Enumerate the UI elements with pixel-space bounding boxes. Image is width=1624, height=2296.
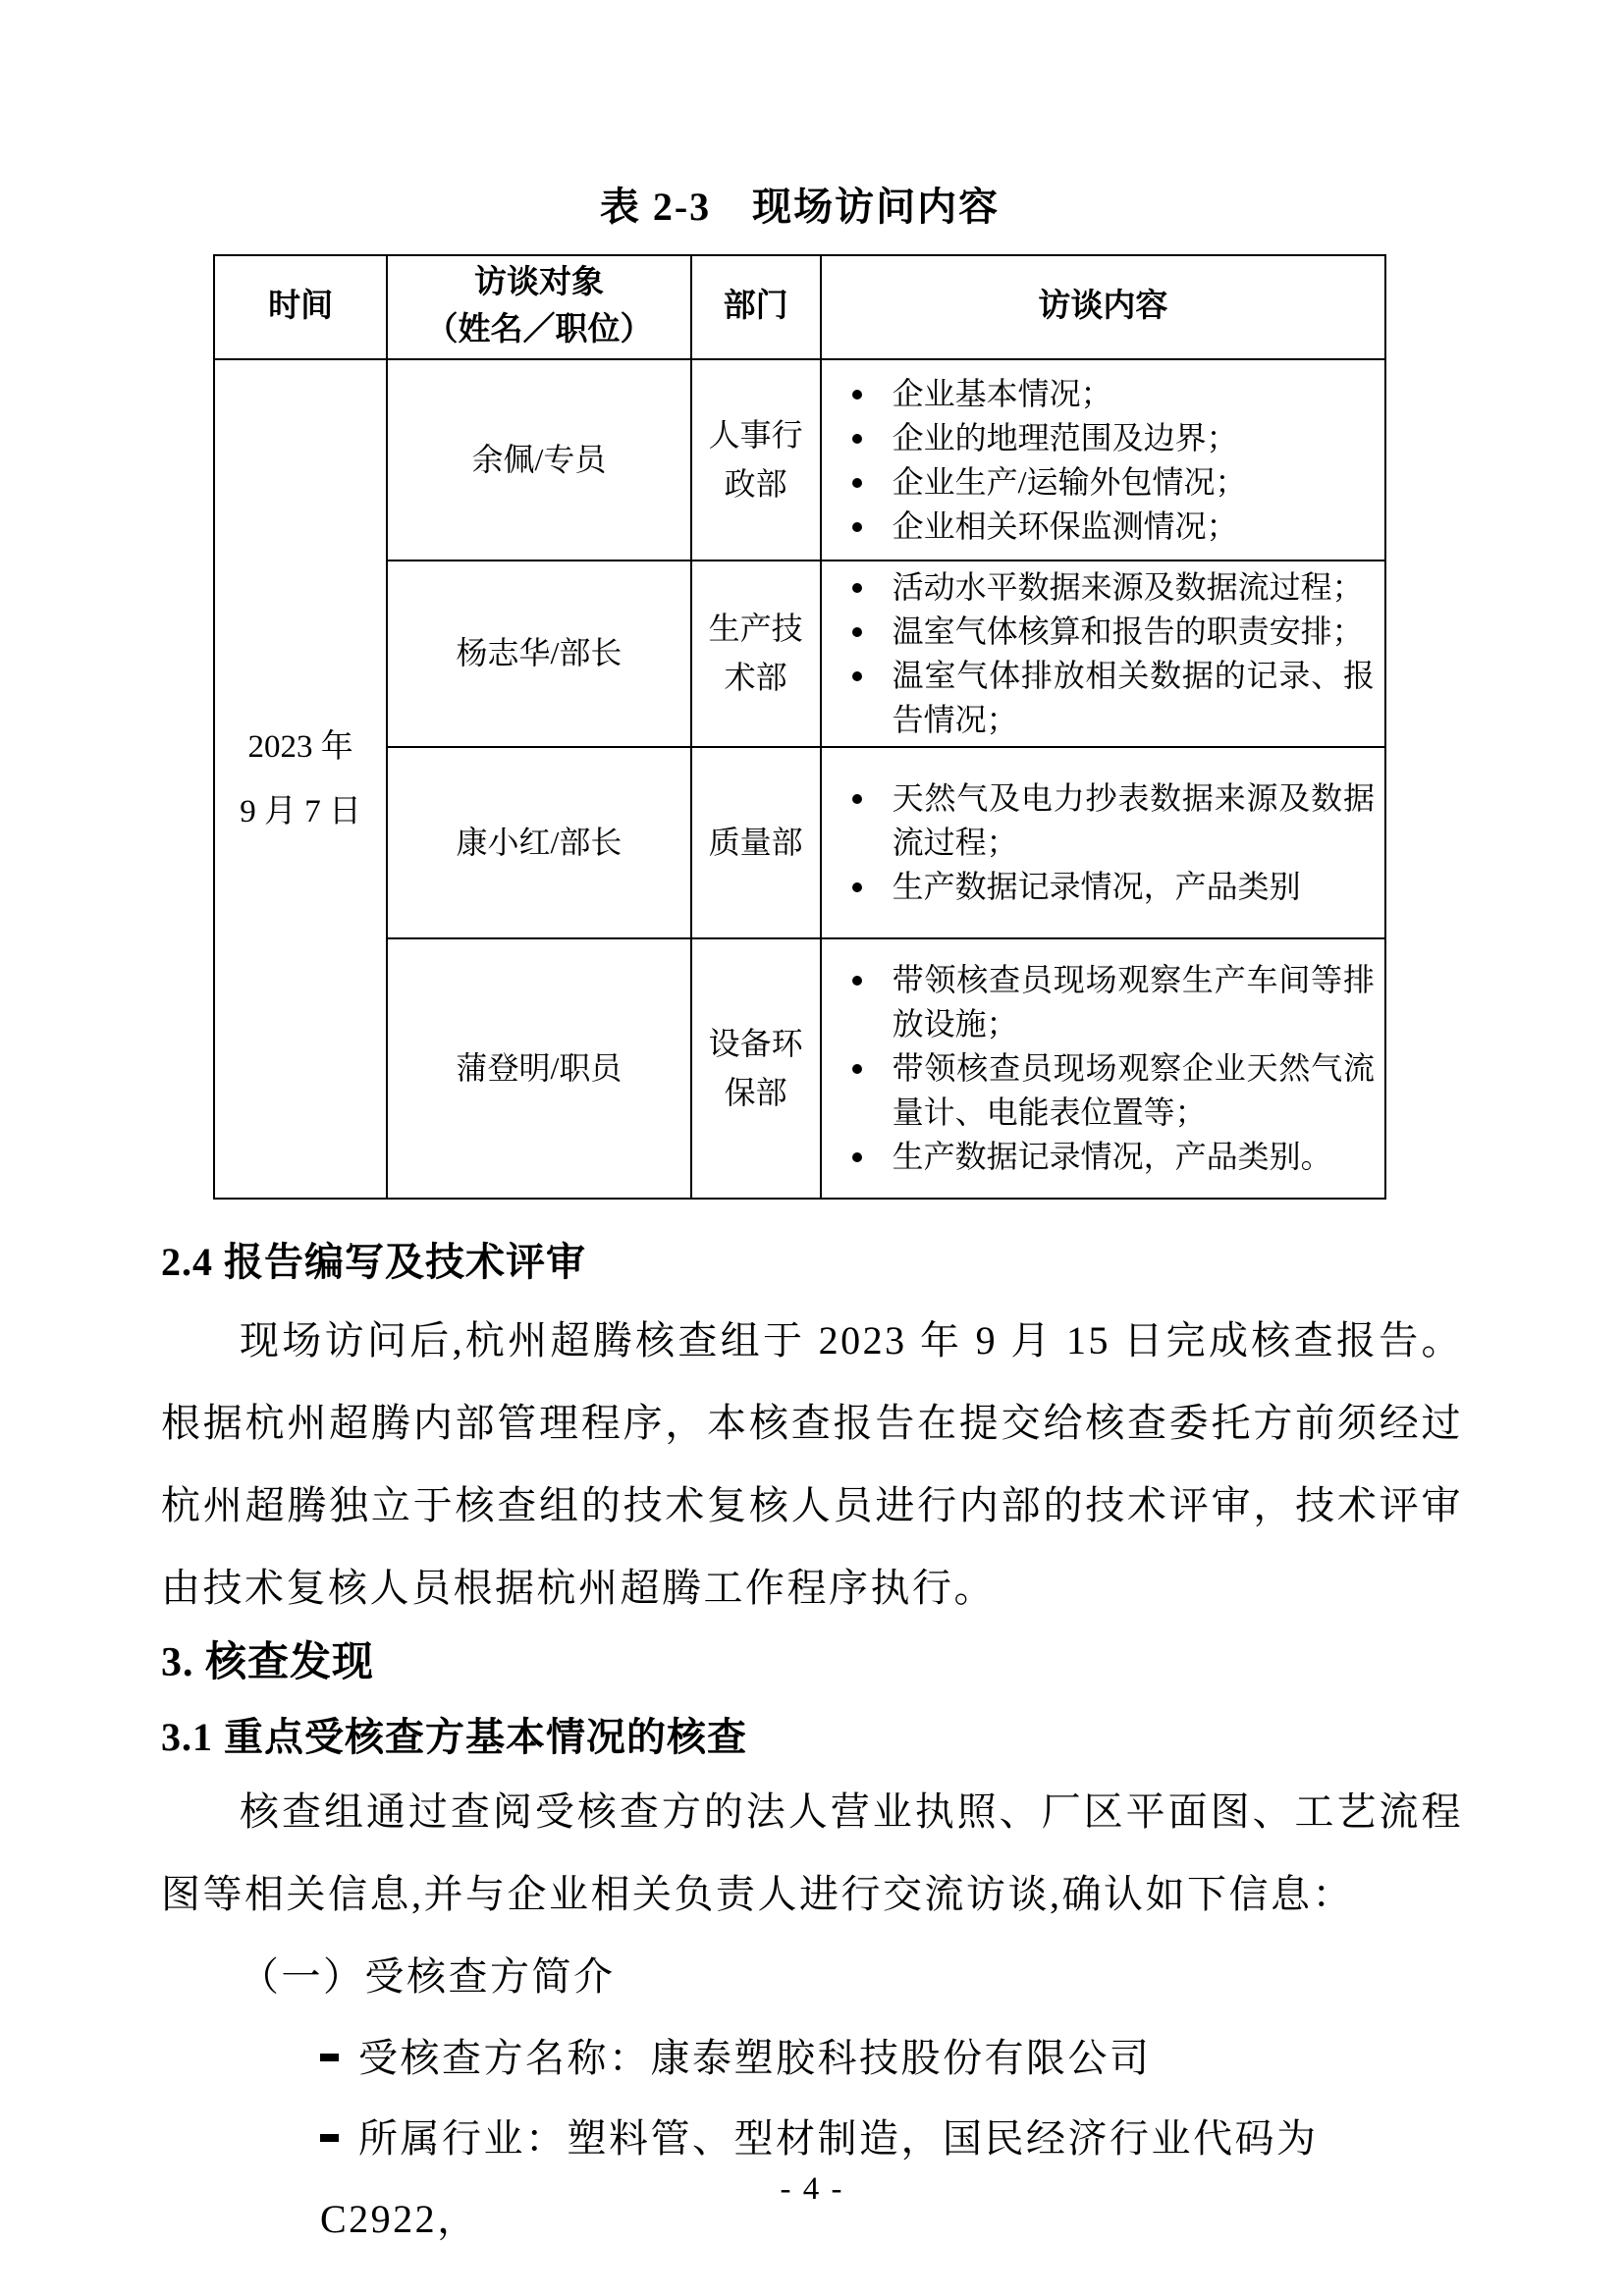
bullet-icon: [822, 565, 893, 610]
table-header-row: [214, 255, 1385, 359]
topic-text: 生产数据记录情况，产品类别: [892, 869, 1301, 904]
topic-item: [822, 416, 1375, 460]
subsection-title: （一）受核查方简介: [240, 1954, 616, 1999]
header-department: 部门: [691, 255, 821, 359]
bullet-icon: [822, 958, 893, 1046]
topic-text: 企业相关环保监测情况；: [892, 507, 1238, 544]
interviewee-cell: 康小红/部长: [387, 747, 690, 938]
dash-bullet-icon: [320, 2134, 339, 2142]
topics-cell: [821, 359, 1385, 561]
dash-item-text: 所属行业：塑料管、型材制造，国民经济行业代码为 C2922，: [320, 2116, 1319, 2241]
section-heading-3-1: 3.1 重点受核查方基本情况的核查: [161, 1715, 747, 1759]
department-cell: 设备环 保部: [691, 938, 821, 1199]
bullet-icon: [822, 654, 893, 742]
dash-item-list: [161, 2018, 1463, 2260]
bullet-icon: [822, 865, 893, 909]
table-row: [214, 561, 1385, 747]
topic-text: 生产数据记录情况，产品类别。: [892, 1139, 1332, 1174]
table-row: [214, 747, 1385, 938]
topic-text: 企业基本情况；: [892, 375, 1112, 411]
topic-item: [822, 958, 1375, 1046]
topic-text: 天然气及电力抄表数据来源及数据流过程；: [892, 780, 1375, 860]
bullet-icon: [822, 1135, 893, 1179]
department-cell: 生产技 术部: [691, 561, 821, 747]
topic-item: [822, 776, 1375, 865]
topic-item: [822, 460, 1375, 505]
header-time: 时间: [214, 255, 387, 359]
topic-text: 温室气体排放相关数据的记录、报告情况；: [892, 658, 1375, 737]
topic-text: 企业生产/运输外包情况；: [892, 463, 1247, 500]
visit-table-body: [214, 359, 1385, 1199]
topic-item: [822, 1046, 1375, 1135]
topic-item: [822, 865, 1375, 909]
interviewee-cell: 杨志华/部长: [387, 561, 690, 747]
header-content: 访谈内容: [821, 255, 1385, 359]
topic-item: [822, 372, 1375, 416]
topic-item: [822, 1135, 1375, 1179]
bullet-icon: [822, 1046, 893, 1135]
bullet-icon: [822, 416, 893, 460]
bullet-icon: [822, 610, 893, 654]
interviewee-cell: 蒲登明/职员: [387, 938, 690, 1199]
topic-text: 企业的地理范围及边界；: [892, 419, 1238, 455]
topics-cell: [821, 938, 1385, 1199]
bullet-icon: [822, 460, 893, 505]
section-2-4-paragraph: 现场访问后,杭州超腾核查组于 2023 年 9 月 15 日完成核查报告。根据杭州超腾内部管理程序，本核查报告在提交给核查委托方前须经过杭州超腾独立于核查组的技术复核人员进行内部的技术评审，技术评审由技术复核人员根据杭州超腾工作程序执行。: [161, 1318, 1463, 1610]
department-cell: 人事行 政部: [691, 359, 821, 561]
topic-text: 活动水平数据来源及数据流过程；: [892, 569, 1364, 605]
section-heading-3: 3. 核查发现: [161, 1640, 375, 1685]
section-3-1-paragraph: 核查组通过查阅受核查方的法人营业执照、厂区平面图、工艺流程图等相关信息,并与企业相关负责人进行交流访谈,确认如下信息：: [161, 1789, 1463, 1916]
table-row: [214, 359, 1385, 561]
topic-item: [822, 505, 1375, 549]
header-interviewee: 访谈对象 （姓名／职位）: [387, 255, 690, 359]
topics-cell: [821, 747, 1385, 938]
topic-text: 温室气体核算和报告的职责安排；: [892, 614, 1364, 649]
topic-item: [822, 654, 1375, 742]
site-visit-table: [213, 254, 1386, 1200]
topic-item: [822, 610, 1375, 654]
bullet-icon: [822, 372, 893, 416]
page-number: - 4 -: [780, 2171, 844, 2207]
topic-text: 带领核查员现场观察生产车间等排放设施；: [892, 962, 1375, 1041]
time-cell: 2023 年 9 月 7 日: [214, 359, 387, 1199]
topics-cell: [821, 561, 1385, 747]
table-title: 表 2-3 现场访问内容: [599, 185, 1001, 229]
department-cell: 质量部: [691, 747, 821, 938]
bullet-icon: [822, 776, 893, 865]
dash-bullet-icon: [320, 2054, 339, 2061]
table-row: [214, 938, 1385, 1199]
topic-text: 带领核查员现场观察企业天然气流量计、电能表位置等；: [892, 1050, 1375, 1130]
interviewee-cell: 余佩/专员: [387, 359, 690, 561]
bullet-icon: [822, 505, 893, 549]
section-heading-2-4: 2.4 报告编写及技术评审: [161, 1240, 586, 1284]
dash-item-text: 受核查方名称：康泰塑胶科技股份有限公司: [358, 2036, 1152, 2080]
topic-item: [822, 565, 1375, 610]
dash-list-item: [320, 2018, 1463, 2099]
